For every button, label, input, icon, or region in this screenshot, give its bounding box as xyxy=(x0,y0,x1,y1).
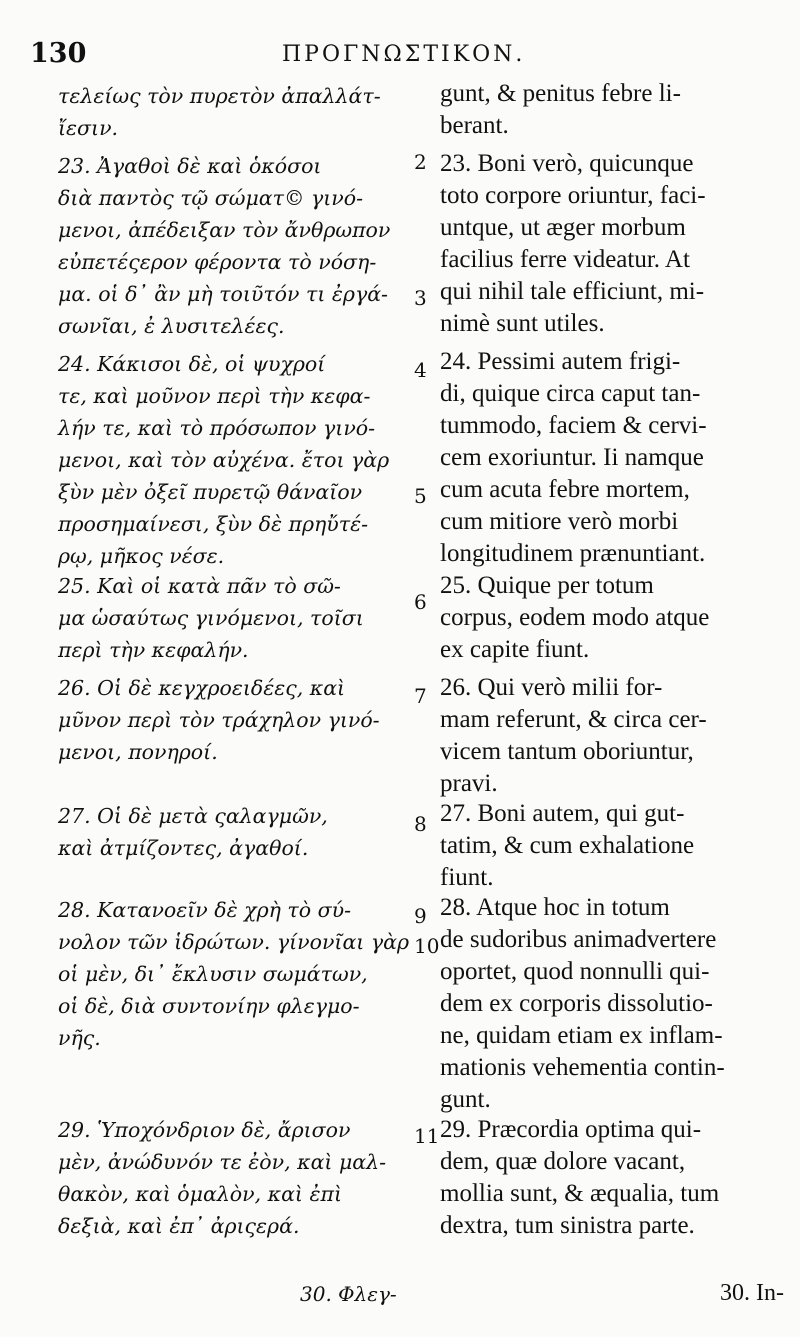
latin-text-line: 24. Pessimi autem frigi- xyxy=(440,348,681,375)
greek-text-line: 29. Ὑποχόνδριον δὲ, ἄρισον xyxy=(58,1118,351,1142)
latin-text-line: mollia sunt, & æqualia, tum xyxy=(440,1180,720,1207)
section-marker: 6 xyxy=(414,590,427,614)
section-marker: 2 xyxy=(414,150,427,174)
latin-text-line: ex capite fiunt. xyxy=(440,636,590,663)
greek-text-line: 26. Οἱ δὲ κεγχροειδέες, καὶ xyxy=(58,676,346,700)
latin-text-line: tummodo, faciem & cervi- xyxy=(440,412,707,439)
latin-text-line: cem exoriuntur. Ii namque xyxy=(440,444,704,471)
section-marker: 10 xyxy=(414,934,440,958)
greek-text-line: περὶ τὴν κεφαλήν. xyxy=(58,638,249,662)
greek-text-line: μενοι, ἀπέδειξαν τὸν ἄνθρωπον xyxy=(58,218,391,242)
latin-text-line: qui nihil tale efficiunt, mi- xyxy=(440,278,705,305)
greek-text-line: ξὺν μὲν ὀξεῖ πυρετῷ θάναῖον xyxy=(58,480,363,504)
page-header xyxy=(0,38,800,74)
latin-text-line: fiunt. xyxy=(440,864,494,891)
greek-text-line: 28. Κατανοεῖν δὲ χρὴ τὸ σύ- xyxy=(58,898,351,922)
greek-text-line: διὰ παντὸς τῷ σώματ© γινό- xyxy=(58,186,364,210)
greek-text-line: μα ὡσαύτως γινόμενοι, τοῖσι xyxy=(58,606,364,630)
greek-text-line: νολον τῶν ἱδρώτων. γίνονῖαι γὰρ xyxy=(58,930,409,954)
catchword-latin: 30. In- xyxy=(720,1280,784,1306)
latin-text-line: gunt, & penitus febre li- xyxy=(440,80,681,107)
greek-text-line: 24. Κάκισοι δὲ, οἱ ψυχροί xyxy=(58,352,326,376)
latin-text-line: pravi. xyxy=(440,770,498,797)
section-marker: 3 xyxy=(414,286,427,310)
latin-text-line: oportet, quod nonnulli qui- xyxy=(440,958,710,985)
section-marker: 5 xyxy=(414,484,427,508)
latin-text-line: di, quique circa caput tan- xyxy=(440,380,701,407)
latin-text-line: 28. Atque hoc in totum xyxy=(440,894,670,921)
latin-text-line: untque, ut æger morbum xyxy=(440,214,686,241)
greek-text-line: 27. Οἱ δὲ μετὰ ςαλαγμῶν, xyxy=(58,804,328,828)
latin-text-line: vicem tantum oboriuntur, xyxy=(440,738,694,765)
latin-text-line: longitudinem prænuntiant. xyxy=(440,540,706,567)
greek-text-line: μενοι, καὶ τὸν αὐχένα. ἔτοι γὰρ xyxy=(58,448,390,472)
latin-text-line: toto corpore oriuntur, faci- xyxy=(440,182,706,209)
greek-text-line: λήν τε, καὶ τὸ πρόσωπον γινό- xyxy=(58,416,376,440)
latin-text-line: 27. Boni autem, qui gut- xyxy=(440,800,685,827)
latin-text-line: ne, quidam etiam ex inflam- xyxy=(440,1022,723,1049)
greek-text-line: μῦνον περὶ τὸν τράχηλον γινό- xyxy=(58,708,380,732)
latin-text-line: berant. xyxy=(440,112,509,139)
latin-text-line: de sudoribus animadvertere xyxy=(440,926,717,953)
latin-text-line: cum acuta febre mortem, xyxy=(440,476,690,503)
greek-text-line: τελείως τὸν πυρετὸν ἀπαλλάτ- xyxy=(58,84,381,108)
latin-text-line: dem ex corporis dissolutio- xyxy=(440,990,713,1017)
latin-text-line: 25. Quique per totum xyxy=(440,572,654,599)
section-marker: 9 xyxy=(414,904,427,928)
greek-text-line: τε, καὶ μοῦνον περὶ τὴν κεφα- xyxy=(58,384,371,408)
latin-text-line: gunt. xyxy=(440,1086,491,1113)
latin-text-line: tatim, & cum exhalatione xyxy=(440,832,695,859)
section-marker: 11 xyxy=(414,1124,440,1148)
greek-text-line: οἱ δὲ, διὰ συντονίην φλεγμο- xyxy=(58,994,360,1018)
greek-text-line: δεξιὰ, καὶ ἐπ᾽ ἀριςερά. xyxy=(58,1214,300,1238)
section-marker: 7 xyxy=(414,684,427,708)
section-marker: 8 xyxy=(414,812,427,836)
latin-text-line: nimè sunt utiles. xyxy=(440,310,605,337)
greek-text-line: μὲν, ἀνώδυνόν τε ἐὸν, καὶ μαλ- xyxy=(58,1150,387,1174)
greek-text-line: ρῳ, μῆκος νέσε. xyxy=(58,544,225,568)
section-marker: 4 xyxy=(414,358,427,382)
latin-text-line: mationis vehementia contin- xyxy=(440,1054,725,1081)
greek-text-line: 25. Καὶ οἱ κατὰ πᾶν τὸ σῶ- xyxy=(58,574,341,598)
running-title: ΠΡΟΓΝΩΣΤΙΚΟΝ. xyxy=(282,42,526,67)
latin-text-line: dem, quæ dolore vacant, xyxy=(440,1148,686,1175)
greek-text-line: οἱ μὲν, δι᾽ ἔκλυσιν σωμάτων, xyxy=(58,962,368,986)
greek-text-line: μενοι, πονηροί. xyxy=(58,740,218,764)
latin-text-line: mam referunt, & circa cer- xyxy=(440,706,707,733)
catchword-greek: 30. Φλεγ- xyxy=(300,1282,397,1306)
latin-text-line: facilius ferre videatur. At xyxy=(440,246,690,273)
greek-text-line: νῆς. xyxy=(58,1026,101,1050)
greek-text-line: εὐπετέςερον φέροντα τὸ νόση- xyxy=(58,250,377,274)
greek-text-line: θακὸν, καὶ ὁμαλὸν, καὶ ἐπὶ xyxy=(58,1182,342,1206)
greek-text-line: ἴεσιν. xyxy=(58,116,119,140)
latin-text-line: 23. Boni verò, quicunque xyxy=(440,150,694,177)
greek-text-line: προσημαίνεσι, ξὺν δὲ πρηὔτέ- xyxy=(58,512,369,536)
latin-text-line: 29. Præcordia optima qui- xyxy=(440,1116,702,1143)
greek-text-line: μα. οἱ δ᾽ ἂν μὴ τοιῦτόν τι ἐργά- xyxy=(58,282,388,306)
greek-text-line: σωνῖαι, ἐ λυσιτελέες. xyxy=(58,314,285,338)
latin-text-line: 26. Qui verò milii for- xyxy=(440,674,663,701)
page-number: 130 xyxy=(30,38,87,69)
latin-text-line: dextra, tum sinistra parte. xyxy=(440,1212,695,1239)
latin-text-line: corpus, eodem modo atque xyxy=(440,604,710,631)
greek-text-line: καὶ ἀτμίζοντες, ἀγαθοί. xyxy=(58,836,309,860)
latin-text-line: cum mitiore verò morbi xyxy=(440,508,679,535)
greek-text-line: 23. Ἀγαθοὶ δὲ καὶ ὁκόσοι xyxy=(58,154,322,178)
